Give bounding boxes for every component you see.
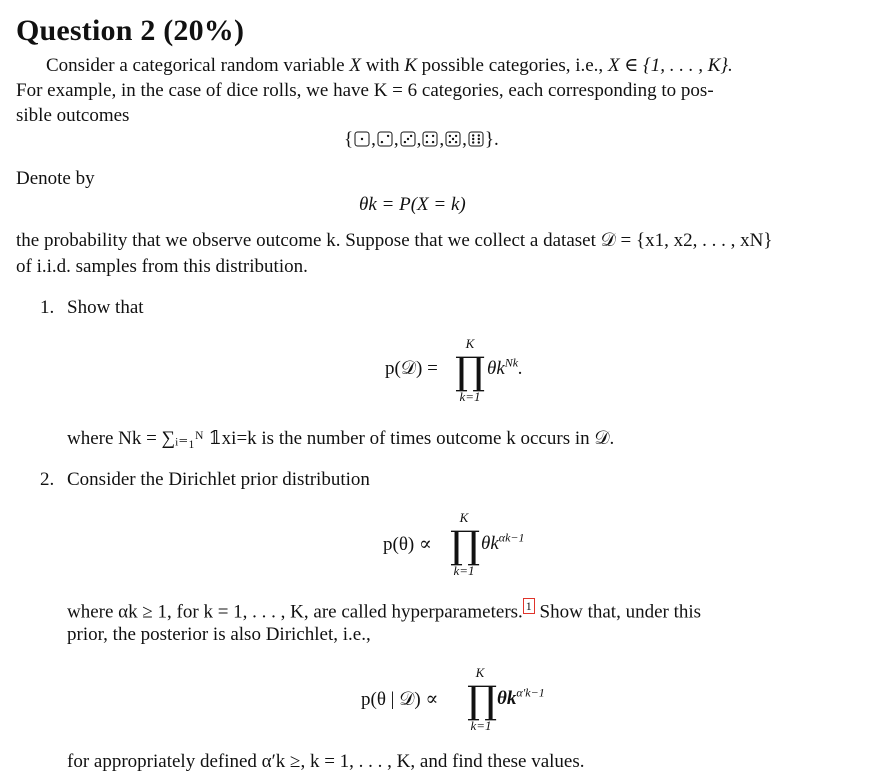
dice-faces (353, 129, 485, 150)
item-1-text: Show that (67, 297, 144, 318)
comma: , (371, 129, 376, 150)
product-symbol: ∏ (455, 349, 486, 393)
prior-lower: k=1 (453, 563, 475, 578)
die-face-6-icon (468, 131, 484, 147)
open-brace: { (344, 129, 354, 150)
comma: , (416, 129, 422, 150)
question-heading: Question 2 (20%) (16, 14, 245, 47)
product-symbol: ∏ (467, 678, 498, 722)
likelihood-lhs: p(𝒟) = (385, 358, 438, 379)
likelihood-lower: k=1 (459, 389, 481, 404)
item-1-number: 1. (40, 297, 55, 318)
item-2-prior-line: prior, the posterior is also Dirichlet, i.e., (67, 624, 371, 645)
theta-equation: θk = P(X = k) (359, 194, 466, 215)
prior-lhs: p(θ) ∝ (383, 534, 432, 555)
close-brace: }. (484, 129, 499, 150)
die-face-5-icon (445, 131, 461, 147)
para2-line-1: the probability that we observe outcome k. Suppose that we collect a dataset 𝒟 = {x1, x2, . . . , xN} (16, 230, 773, 251)
para2-line-2: of i.i.d. samples from this distribution. (16, 256, 308, 277)
item-2-text: Consider the Dirichlet prior distribution (67, 469, 370, 490)
die-face-3-icon (400, 131, 416, 147)
likelihood-upper: K (465, 336, 475, 351)
comma: , (462, 129, 467, 150)
die-face-4-icon (422, 131, 438, 147)
die-face-2-icon (377, 131, 393, 147)
item-2-final: for appropriately defined α′k ≥, k = 1, . . . , K, and find these values. (67, 751, 585, 772)
product-symbol: ∏ (450, 523, 481, 567)
intro-line-3: sible outcomes (16, 105, 130, 126)
intro-line-2: For example, in the case of dice rolls, we have K = 6 categories, each corresponding to pos- (16, 80, 714, 101)
comma: , (393, 129, 399, 150)
dice-set (344, 129, 499, 151)
item-2-number: 2. (40, 469, 55, 490)
prior-term: $\theta k^{\alpha k-1}$ (481, 530, 525, 554)
die-face-1-icon (354, 131, 370, 147)
likelihood-term: $\theta k^{Nk}$. (487, 355, 523, 379)
posterior-lhs: p(θ | 𝒟) ∝ (361, 689, 439, 710)
posterior-lower: k=1 (470, 718, 492, 733)
posterior-upper: K (475, 665, 485, 680)
prior-upper: K (459, 510, 469, 525)
item-1-where: where Nk = ∑ᵢ₌₁ᴺ 𝟙xi=k is the number of times outcome k occurs in 𝒟. (67, 428, 615, 449)
posterior-term: $\theta k^{\alpha'k-1}$ (497, 685, 545, 709)
intro-line-1: Consider a categorical random variable X with K possible categories, i.e., X ∈ {1, . . . , K}. (46, 55, 733, 76)
item-2-where: where αk ≥ 1, for k = 1, . . . , K, are called hyperparameters. 1 Show that, under this (67, 599, 702, 623)
denote-text: Denote by (16, 168, 95, 189)
comma: , (439, 129, 445, 150)
footnote-marker[interactable]: 1 (523, 598, 535, 614)
